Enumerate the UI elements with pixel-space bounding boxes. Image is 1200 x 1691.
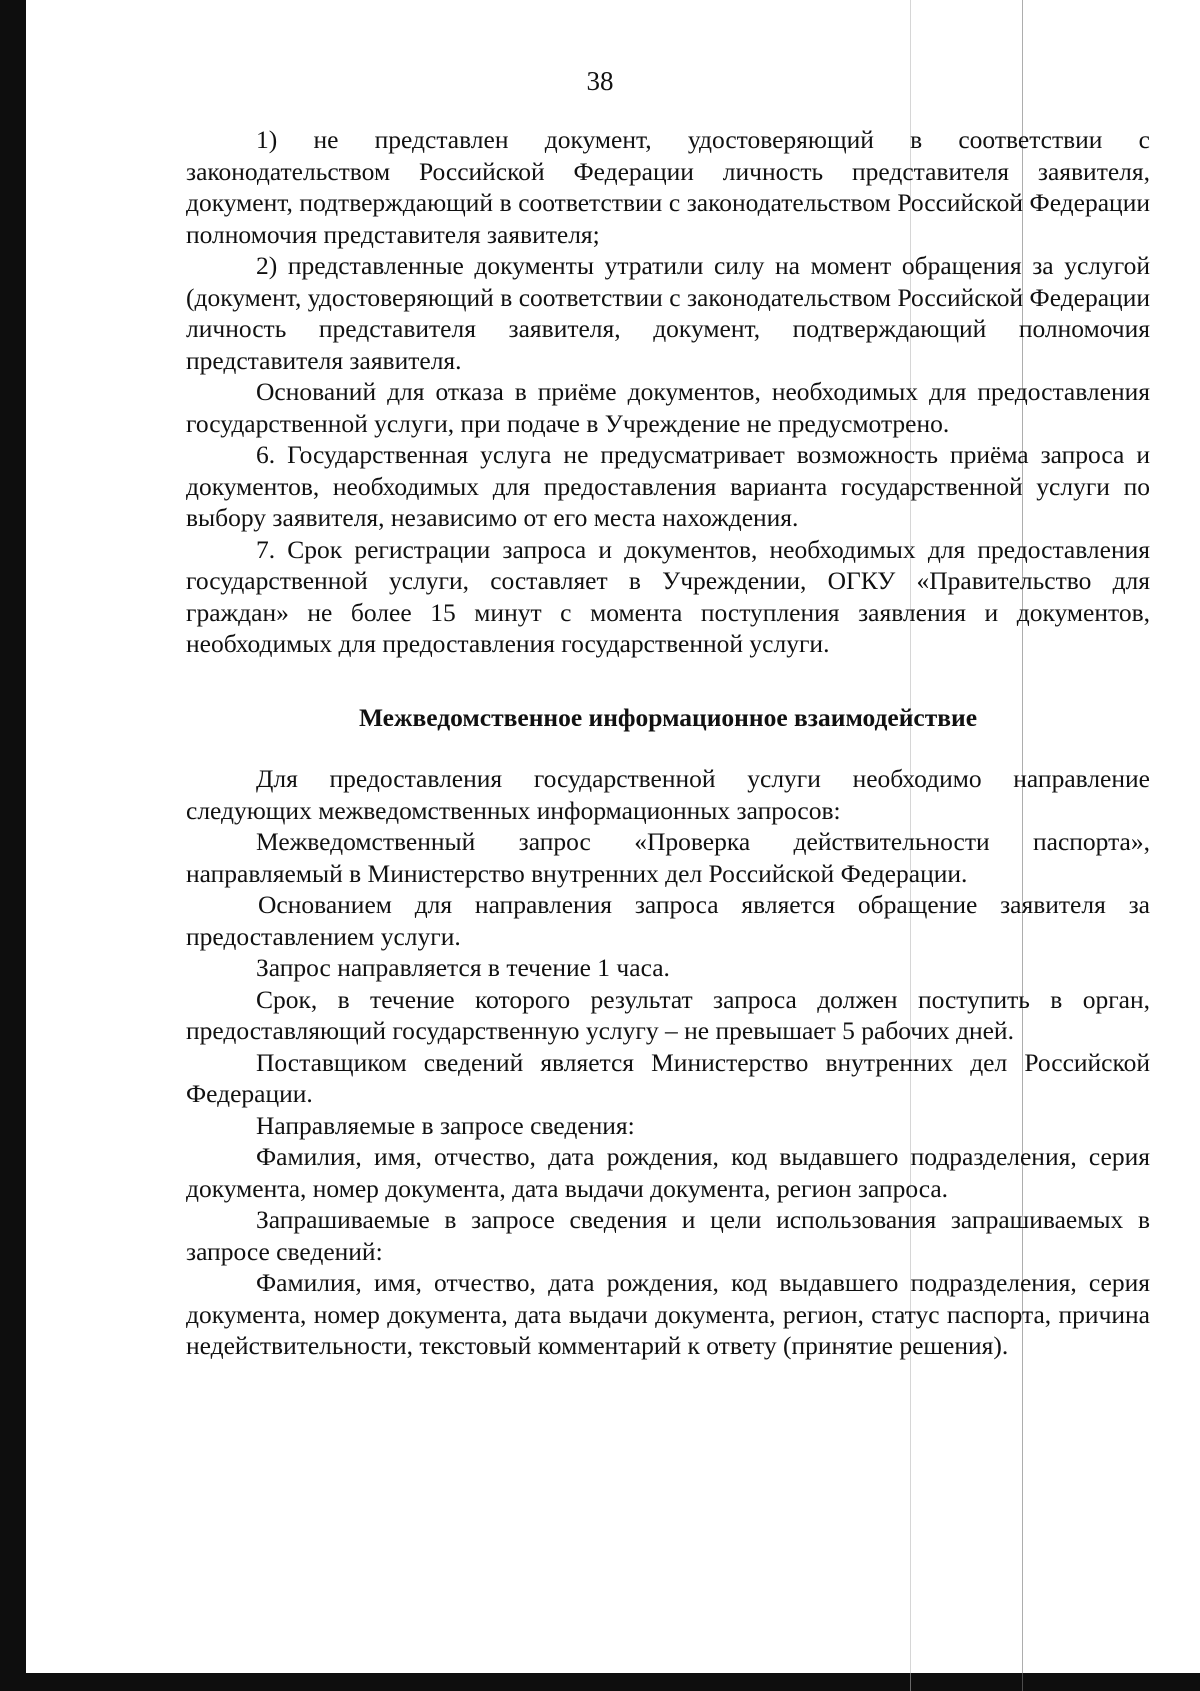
paragraph: Фамилия, имя, отчество, дата рождения, код выдавшего подразделения, серия документа, номер документа, дата выдачи документа, регион, статус паспорта, причина недействительности, текстовый комментарий к ответу (принятие решения).	[186, 1268, 1150, 1360]
paragraph-section-7: 7. Срок регистрации запроса и документов, необходимых для предоставления государственной услуги, составляет в Учреждении, ОГКУ «Правительство для граждан» не более 15 минут с момента поступления заявления и документов, необходимых для предоставления государственной услуги.	[186, 534, 1150, 658]
paragraph: Поставщиком сведений является Министерство внутренних дел Российской Федерации.	[186, 1047, 1150, 1108]
paragraph: Основанием для направления запроса является обращение заявителя за предоставлением услуги.	[186, 890, 1150, 951]
paragraph-section-6: 6. Государственная услуга не предусматривает возможность приёма запроса и документов, необходимых для предоставления варианта государственной услуги по выбору заявителя, независимо от его места нахождения.	[186, 440, 1150, 532]
section-heading: Межведомственное информационное взаимодействие	[358, 702, 978, 732]
paragraph-no-grounds: Оснований для отказа в приёме документов, необходимых для предоставления государственной услуги, при подаче в Учреждение не предусмотрено.	[186, 377, 1150, 438]
paragraph-item-2: 2) представленные документы утратили силу на момент обращения за услугой (документ, удостоверяющий в соответствии с законодательством Российской Федерации личность представителя заявителя, документ, подтверждающий полномочия представителя заявителя.	[186, 251, 1150, 375]
paragraph: Фамилия, имя, отчество, дата рождения, код выдавшего подразделения, серия документа, номер документа, дата выдачи документа, регион запроса.	[186, 1142, 1150, 1203]
document-body	[186, 124, 1150, 1362]
paragraph: Межведомственный запрос «Проверка действительности паспорта», направляемый в Министерство внутренних дел Российской Федерации.	[186, 827, 1150, 888]
paragraph: Срок, в течение которого результат запроса должен поступить в орган, предоставляющий государственную услугу – не превышает 5 рабочих дней.	[186, 984, 1150, 1045]
page-number: 38	[586, 66, 614, 96]
paragraph-item-1: 1) не представлен документ, удостоверяющий в соответствии с законодательством Российской Федерации личность представителя заявителя, документ, подтверждающий в соответствии с законодательством Российской Федерации полномочия представителя заявителя;	[186, 125, 1150, 249]
scan-border-left	[0, 0, 26, 1691]
paragraph: Запрашиваемые в запросе сведения и цели использования запрашиваемых в запросе сведений:	[186, 1205, 1150, 1266]
paragraph: Направляемые в запросе сведения:	[256, 1110, 635, 1140]
paragraph: Запрос направляется в течение 1 часа.	[256, 953, 670, 982]
scan-border-bottom	[0, 1673, 1200, 1691]
paragraph: Для предоставления государственной услуги необходимо направление следующих межведомственных информационных запросов:	[186, 764, 1150, 825]
